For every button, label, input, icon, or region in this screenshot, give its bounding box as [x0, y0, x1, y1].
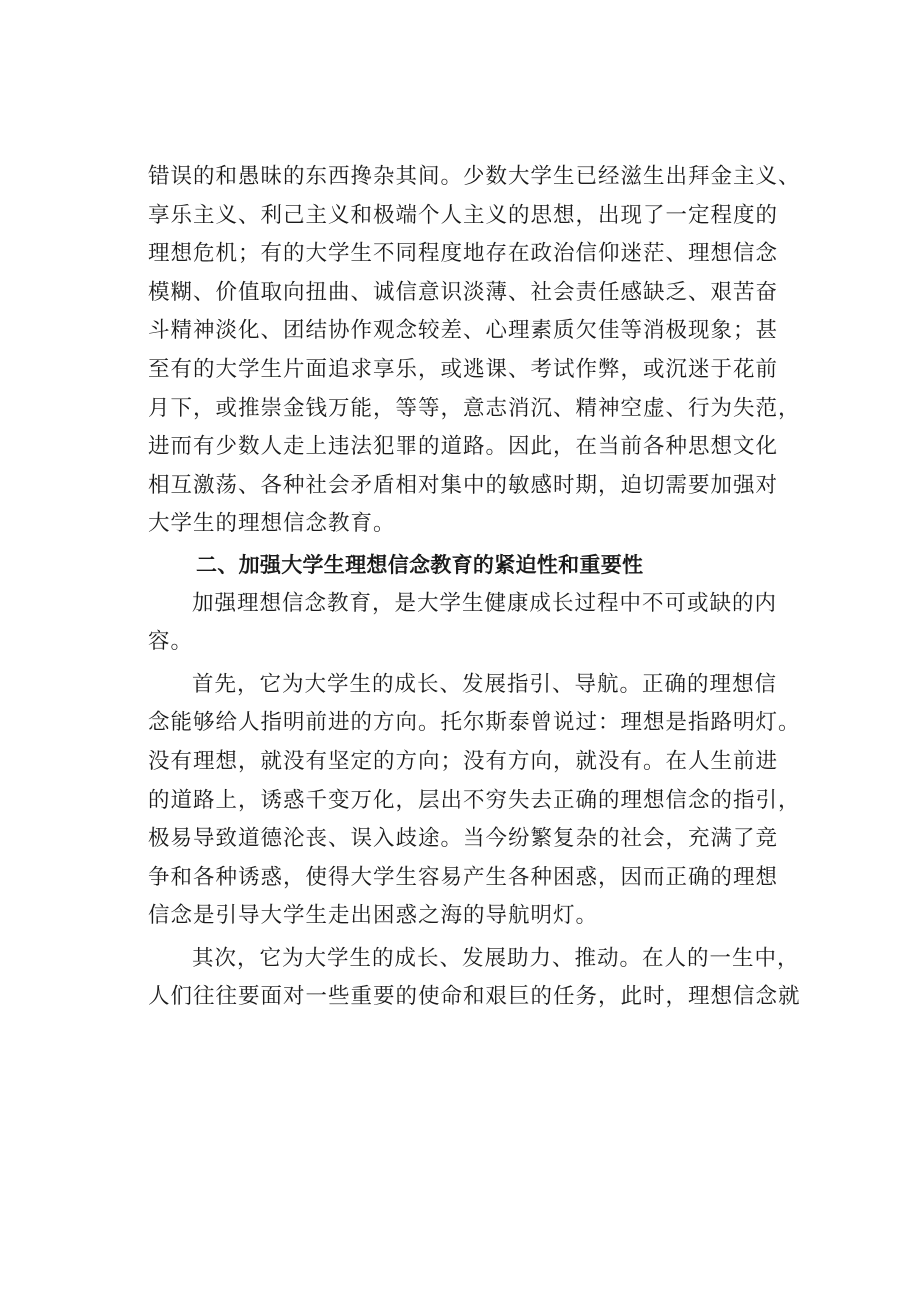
paragraph-continuation	[148, 158, 808, 544]
text-line: 模糊、价值取向扭曲、诚信意识淡薄、社会责任感缺乏、艰苦奋	[148, 279, 779, 305]
text-line: 其次，它为大学生的成长、发展助力、推动。在人的一生中，	[192, 945, 800, 971]
text-line: 斗精神淡化、团结协作观念较差、心理素质欠佳等消极现象；甚	[148, 318, 779, 344]
text-line: 错误的和愚昧的东西搀杂其间。少数大学生已经滋生出拜金主义、	[148, 164, 801, 189]
text-line: 人们往往要面对一些重要的使命和艰巨的任务，此时，理想信念就	[148, 984, 801, 1010]
text-line: 念能够给人指明前进的方向。托尔斯泰曾说过：理想是指路明灯。	[148, 710, 801, 736]
paragraph-intro	[148, 585, 808, 662]
text-line: 信念是引导大学生走出困惑之海的导航明灯。	[148, 903, 599, 929]
text-line: 容。	[148, 629, 194, 655]
document-body	[148, 158, 808, 1017]
text-line: 大学生的理想信念教育。	[148, 511, 396, 537]
section-heading: 二、加强大学生理想信念教育的紧迫性和重要性	[196, 552, 644, 577]
paragraph-second-point	[148, 940, 808, 1017]
text-line: 加强理想信念教育，是大学生健康成长过程中不可或缺的内	[192, 590, 778, 616]
text-line: 进而有少数人走上违法犯罪的道路。因此，在当前各种思想文化	[148, 434, 779, 460]
paragraph-first-point	[148, 666, 808, 936]
text-line: 首先，它为大学生的成长、发展指引、导航。正确的理想信	[192, 671, 778, 697]
text-line: 极易导致道德沦丧、误入歧途。当今纷繁复杂的社会，充满了竞	[148, 826, 779, 852]
text-line: 的道路上，诱惑千变万化，层出不穷失去正确的理想信念的指引，	[148, 787, 801, 813]
text-line: 争和各种诱惑，使得大学生容易产生各种困惑，因而正确的理想	[148, 864, 779, 890]
text-line: 没有理想，就没有坚定的方向；没有方向，就没有。在人生前进	[148, 748, 779, 774]
text-line: 享乐主义、利己主义和极端个人主义的思想，出现了一定程度的	[148, 202, 779, 228]
text-line: 月下，或推崇金钱万能，等等，意志消沉、精神空虚、行为失范，	[148, 395, 801, 421]
text-line: 至有的大学生片面追求享乐，或逃课、考试作弊，或沉迷于花前	[148, 356, 779, 382]
text-line: 相互激荡、各种社会矛盾相对集中的敏感时期，迫切需要加强对	[148, 472, 779, 498]
text-line: 理想危机；有的大学生不同程度地存在政治信仰迷茫、理想信念	[148, 241, 779, 267]
